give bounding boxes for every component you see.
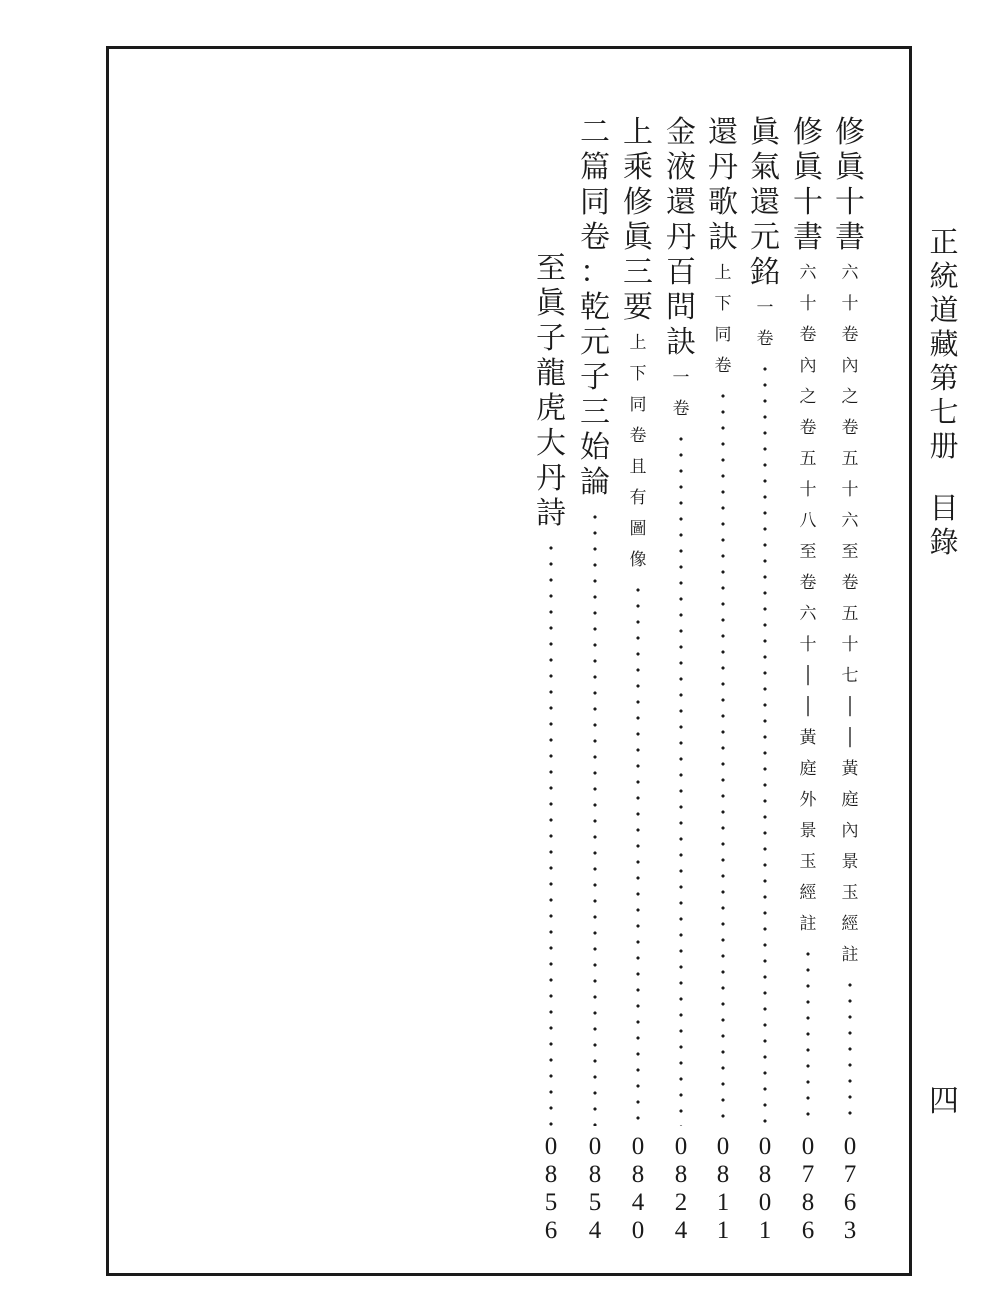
toc-entry <box>663 115 699 1248</box>
title-char: 五 <box>799 449 817 469</box>
entry-title <box>663 115 699 425</box>
page-number: 四 <box>929 1084 959 1119</box>
title-char: 像 <box>629 550 647 570</box>
title-char: 之 <box>799 387 817 407</box>
toc-entry <box>705 115 741 1248</box>
title-char: 十 <box>799 294 817 314</box>
entry-page-number <box>747 1134 783 1246</box>
title-char: 同 <box>629 395 647 415</box>
page-digit: 5 <box>588 1189 602 1216</box>
section-char: 錄 <box>929 525 959 559</box>
title-char: 論 <box>580 465 610 500</box>
title-char: 卷 <box>799 573 817 593</box>
page-digit: 1 <box>758 1217 772 1244</box>
page-digit: 0 <box>801 1133 815 1160</box>
page-digit: 8 <box>716 1161 730 1188</box>
title-char: 乾 <box>580 290 610 325</box>
title-char: │ <box>844 697 856 717</box>
title-char: 六 <box>841 511 859 531</box>
header-char: 七 <box>929 395 959 429</box>
entry-title <box>533 251 569 534</box>
title-char: 下 <box>629 364 647 384</box>
title-char: 元 <box>580 325 610 360</box>
entry-page-number <box>705 1134 741 1246</box>
title-char: 上 <box>629 333 647 353</box>
header-char: 正 <box>929 225 959 259</box>
title-char: 五 <box>841 604 859 624</box>
title-char: 至 <box>799 542 817 562</box>
page-digit: 8 <box>544 1161 558 1188</box>
title-char: 十 <box>793 185 823 220</box>
header-char: 册 <box>929 429 959 463</box>
title-char: 子 <box>580 360 610 395</box>
title-char: 修 <box>835 115 865 150</box>
page-digit: 7 <box>843 1161 857 1188</box>
title-char: 卷 <box>799 325 817 345</box>
title-char: 書 <box>793 220 823 255</box>
title-char: 訣 <box>666 325 696 360</box>
title-char: 玉 <box>799 852 817 872</box>
page-digit: 1 <box>716 1189 730 1216</box>
title-char: 之 <box>841 387 859 407</box>
title-char: 丹 <box>708 150 738 185</box>
page-digit: 0 <box>758 1189 772 1216</box>
title-char: 龍 <box>536 356 566 391</box>
title-char: 經 <box>799 883 817 903</box>
page-digit: 0 <box>843 1133 857 1160</box>
title-char: 書 <box>835 220 865 255</box>
title-char: 至 <box>841 542 859 562</box>
title-char: 十 <box>841 635 859 655</box>
page-digit: 2 <box>674 1189 688 1216</box>
title-char: 卷 <box>672 399 690 419</box>
title-char: 眞 <box>750 115 780 150</box>
title-char: 十 <box>841 480 859 500</box>
title-char: 十 <box>835 185 865 220</box>
title-char: 六 <box>841 263 859 283</box>
title-char: 內 <box>799 356 817 376</box>
title-char: │ <box>802 697 814 717</box>
title-char: 丹 <box>666 220 696 255</box>
page-digit: 0 <box>716 1133 730 1160</box>
title-char: 三 <box>580 395 610 430</box>
title-char: 同 <box>714 325 732 345</box>
toc-entry <box>620 115 656 1248</box>
title-char: 外 <box>799 790 817 810</box>
title-char: 內 <box>841 821 859 841</box>
title-char: 同 <box>580 185 610 220</box>
header-char: 藏 <box>929 327 959 361</box>
page-digit: 0 <box>631 1217 645 1244</box>
page-digit: 3 <box>843 1217 857 1244</box>
page-digit: 0 <box>674 1133 688 1160</box>
toc-entry <box>790 115 826 1248</box>
title-char: 六 <box>799 263 817 283</box>
title-char: 子 <box>536 321 566 356</box>
title-char: 內 <box>841 356 859 376</box>
title-char: 上 <box>714 263 732 283</box>
title-char: 丹 <box>536 461 566 496</box>
title-char: 十 <box>841 294 859 314</box>
title-char: 眞 <box>835 150 865 185</box>
title-char: 上 <box>623 115 653 150</box>
title-char: 眞 <box>536 286 566 321</box>
title-char: 景 <box>799 821 817 841</box>
title-char: 卷 <box>629 426 647 446</box>
title-char: 圖 <box>629 519 647 539</box>
entry-page-number <box>533 1134 569 1246</box>
title-char: 庭 <box>799 759 817 779</box>
page-digit: 4 <box>631 1189 645 1216</box>
header-char: 統 <box>929 259 959 293</box>
page-digit: 6 <box>843 1189 857 1216</box>
section-char: 目 <box>929 491 959 525</box>
title-char: 詩 <box>536 496 566 531</box>
entry-page-number <box>790 1134 826 1246</box>
page-digit: 8 <box>801 1189 815 1216</box>
title-char: 卷 <box>841 325 859 345</box>
leader-dots <box>548 540 554 1126</box>
title-char: 虎 <box>536 391 566 426</box>
entry-page-number <box>663 1134 699 1246</box>
leader-dots <box>720 388 726 1126</box>
toc-entry <box>747 115 783 1248</box>
title-char: 一 <box>756 298 774 318</box>
leader-dots <box>847 977 853 1126</box>
title-char: 註 <box>841 945 859 965</box>
title-char: 眞 <box>793 150 823 185</box>
title-char: 景 <box>841 852 859 872</box>
title-char: 至 <box>536 251 566 286</box>
title-char: 二 <box>580 115 610 150</box>
running-header <box>926 225 962 562</box>
leader-dots <box>635 582 641 1126</box>
title-char: 六 <box>799 604 817 624</box>
title-char: 歌 <box>708 185 738 220</box>
header-char: 第 <box>929 361 959 395</box>
title-char: 一 <box>672 368 690 388</box>
page-digit: 4 <box>674 1217 688 1244</box>
title-char: 還 <box>708 115 738 150</box>
entry-title <box>832 115 868 971</box>
page-digit: 0 <box>588 1133 602 1160</box>
title-char: 大 <box>536 426 566 461</box>
title-char: 卷 <box>580 220 610 255</box>
page-digit: 8 <box>758 1161 772 1188</box>
page-digit: 8 <box>631 1161 645 1188</box>
leader-dots <box>592 509 598 1126</box>
page-digit: 6 <box>801 1217 815 1244</box>
leader-dots <box>805 946 811 1126</box>
page-digit: 0 <box>631 1133 645 1160</box>
title-char: 問 <box>666 290 696 325</box>
title-char: 下 <box>714 294 732 314</box>
title-char: 玉 <box>841 883 859 903</box>
title-char: 百 <box>666 255 696 290</box>
header-char: 道 <box>929 293 959 327</box>
title-char: 且 <box>629 457 647 477</box>
title-char: 黃 <box>799 728 817 748</box>
title-char: 乘 <box>623 150 653 185</box>
page-digit: 0 <box>758 1133 772 1160</box>
leader-dots <box>678 431 684 1126</box>
title-char: 始 <box>580 430 610 465</box>
title-char: 有 <box>629 488 647 508</box>
leader-dots <box>762 361 768 1126</box>
page-digit: 8 <box>588 1161 602 1188</box>
title-char: 修 <box>793 115 823 150</box>
title-char: 註 <box>799 914 817 934</box>
title-char: │ <box>802 666 814 686</box>
title-char: 五 <box>841 449 859 469</box>
title-char: 卷 <box>799 418 817 438</box>
entry-title <box>747 115 783 355</box>
title-char: 三 <box>623 255 653 290</box>
entry-page-number <box>832 1134 868 1246</box>
title-char: 還 <box>666 185 696 220</box>
toc-entry <box>533 118 569 1248</box>
title-char: 十 <box>799 635 817 655</box>
toc-entry <box>577 115 613 1248</box>
title-char: 氣 <box>750 150 780 185</box>
entry-title <box>790 115 826 940</box>
title-char: 八 <box>799 511 817 531</box>
entry-title <box>620 115 656 576</box>
page-digit: 8 <box>674 1161 688 1188</box>
page-digit: 5 <box>544 1189 558 1216</box>
entry-title <box>705 115 741 382</box>
title-char: ： <box>580 255 610 290</box>
title-char: │ <box>844 728 856 748</box>
title-char: 卷 <box>756 329 774 349</box>
title-char: 眞 <box>623 220 653 255</box>
title-char: 卷 <box>714 356 732 376</box>
title-char: 要 <box>623 290 653 325</box>
page-digit: 7 <box>801 1161 815 1188</box>
page-digit: 1 <box>716 1217 730 1244</box>
title-char: 金 <box>666 115 696 150</box>
title-char: 庭 <box>841 790 859 810</box>
title-char: 液 <box>666 150 696 185</box>
title-char: 黃 <box>841 759 859 779</box>
title-char: 修 <box>623 185 653 220</box>
page-digit: 4 <box>588 1217 602 1244</box>
toc-entry <box>832 115 868 1248</box>
title-char: 卷 <box>841 418 859 438</box>
title-char: 經 <box>841 914 859 934</box>
title-char: 還 <box>750 185 780 220</box>
title-char: 銘 <box>750 255 780 290</box>
entry-title <box>577 115 613 503</box>
page-digit: 0 <box>544 1133 558 1160</box>
title-char: 訣 <box>708 220 738 255</box>
entry-page-number <box>620 1134 656 1246</box>
title-char: 卷 <box>841 573 859 593</box>
title-char: 篇 <box>580 150 610 185</box>
title-char: 七 <box>841 666 859 686</box>
page-digit: 6 <box>544 1217 558 1244</box>
entry-page-number <box>577 1134 613 1246</box>
title-char: 十 <box>799 480 817 500</box>
title-char: 元 <box>750 220 780 255</box>
